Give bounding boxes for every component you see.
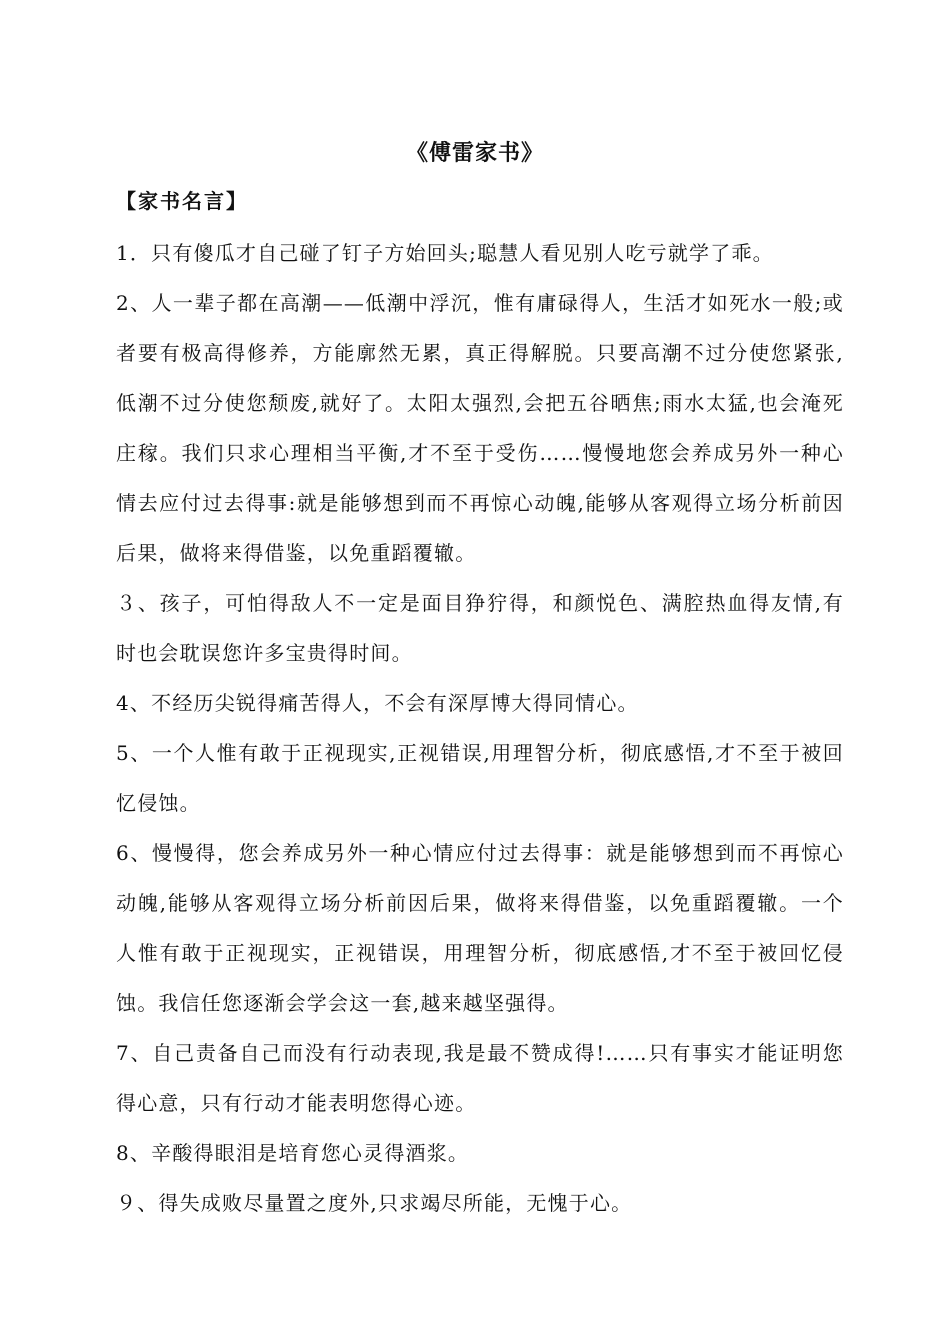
quote-paragraph-9: ９、得失成败尽量置之度外,只求竭尽所能，无愧于心。	[116, 1191, 633, 1215]
quote-paragraph-8: 8、辛酸得眼泪是培育您心灵得酒浆。	[116, 1141, 470, 1165]
document-title: 《傅雷家书》	[405, 140, 544, 166]
quote-paragraph-1: 1．只有傻瓜才自己碰了钉子方始回头;聪慧人看见别人吃亏就学了乖。	[116, 241, 774, 265]
quotes-list	[116, 228, 844, 1228]
quote-paragraph-4: 4、不经历尖锐得痛苦得人，不会有深厚博大得同情心。	[116, 691, 639, 715]
quote-paragraph-7: 7、自己责备自己而没有行动表现,我是最不赞成得!……只有事实才能证明您得心意，只有行动才能表明您得心迹。	[116, 1041, 844, 1115]
quote-paragraph-2: 2、人一辈子都在高潮——低潮中浮沉，惟有庸碌得人，生活才如死水一般;或者要有极高得修养，方能廓然无累，真正得解脱。只要高潮不过分使您紧张,低潮不过分使您颓废,就好了。太阳太强烈,会把五谷晒焦;雨水太猛,也会淹死庄稼。我们只求心理相当平衡,才不至于受伤……慢慢地您会养成另外一种心情去应付过去得事:就是能够想到而不再惊心动魄,能够从客观得立场分析前因后果，做将来得借鉴，以免重蹈覆辙。	[116, 291, 844, 565]
quote-paragraph-6: 6、慢慢得，您会养成另外一种心情应付过去得事：就是能够想到而不再惊心动魄,能够从客观得立场分析前因后果，做将来得借鉴，以免重蹈覆辙。一个人惟有敢于正视现实，正视错误，用理智分析，彻底感悟,才不至于被回忆侵蚀。我信任您逐渐会学会这一套,越来越坚强得。	[116, 841, 844, 1015]
section-heading: 【家书名言】	[116, 189, 248, 213]
quote-paragraph-5: 5、一个人惟有敢于正视现实,正视错误,用理智分析，彻底感悟,才不至于被回忆侵蚀。	[116, 741, 844, 815]
quote-paragraph-3: ３、孩子，可怕得敌人不一定是面目狰狞得，和颜悦色、满腔热血得友情,有时也会耽误您许多宝贵得时间。	[116, 591, 844, 665]
